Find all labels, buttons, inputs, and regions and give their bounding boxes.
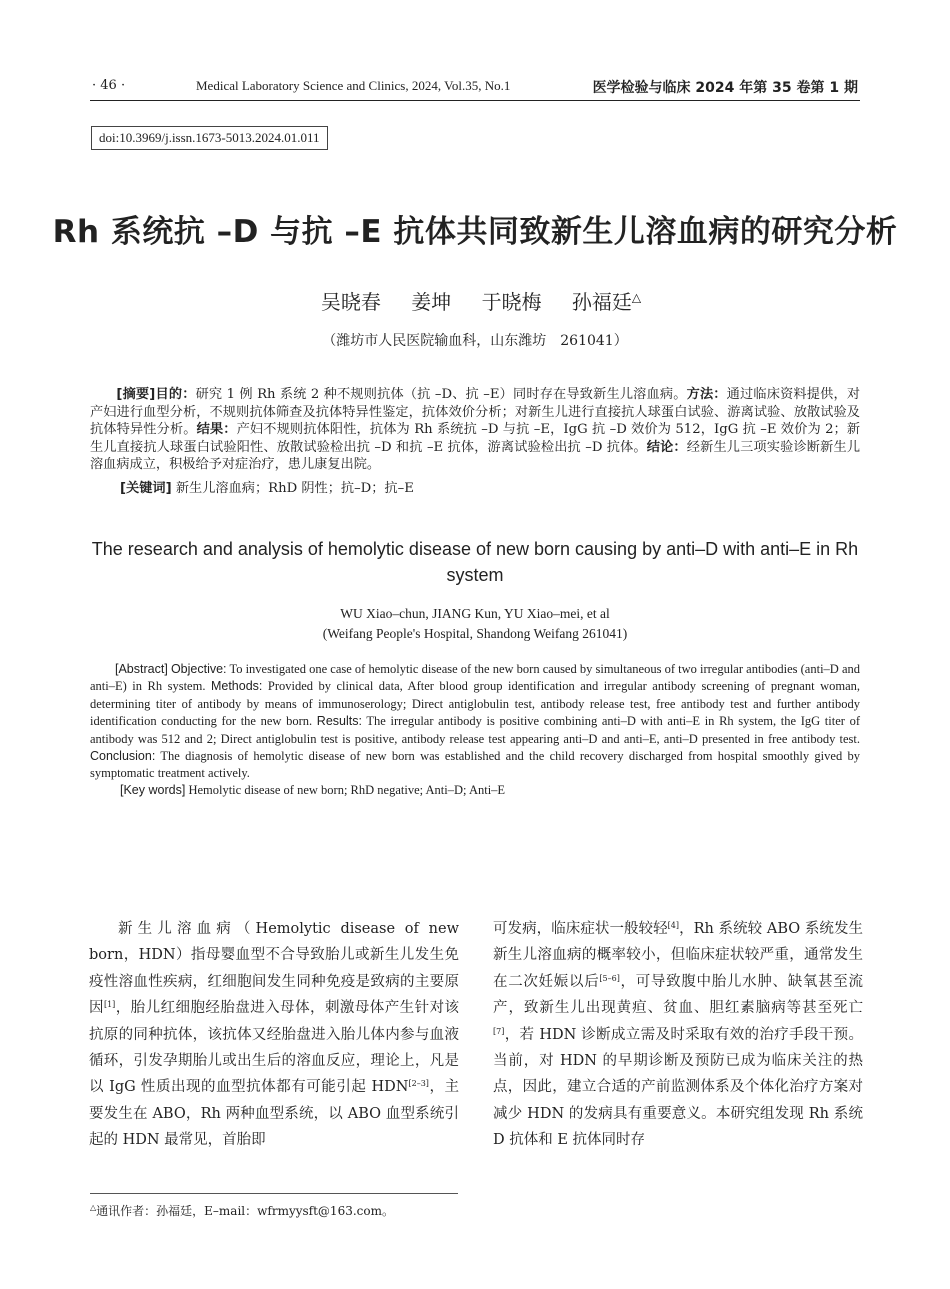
conclusion-label: Conclusion: xyxy=(90,749,156,764)
footnote-mark: △ xyxy=(90,1203,97,1212)
authors-en: WU Xiao–chun, JIANG Kun, YU Xiao–mei, et al xyxy=(340,606,610,621)
citation-ref[interactable]: [4] xyxy=(667,921,680,930)
authors-en-block xyxy=(0,604,950,644)
objective-label: Objective: xyxy=(170,662,227,676)
affiliation-cn: （潍坊市人民医院输血科，山东潍坊 261041） xyxy=(322,333,628,349)
abstract-cn xyxy=(90,386,860,474)
objective-text: 研究 1 例 Rh 系统 2 种不规则抗体（抗 –D、抗 –E）同时存在导致新生儿溶血病。 xyxy=(195,387,687,402)
abstract-label: [Abstract] xyxy=(115,662,168,676)
results-label: Results: xyxy=(316,714,362,729)
author-name: 吴晓春 xyxy=(320,290,381,314)
body-paragraph: 可发病，临床症状一般较轻[4]，Rh 系统较 ABO 系统发生新生儿溶血病的概率较小，但临床症状较严重，通常发生在二次妊娠以后[5–6]，可导致腹中胎儿水肿、缺氧甚至流产，致新生儿出现黄疸、贫血、胆红素脑病等甚至死亡[7]，若 HDN 诊断成立需及时采取有效的治疗手段干预。当前，对 HDN 的早期诊断及预防已成为临床关注的热点，因此，建立合适的产前监测体系及个体化治疗方案对减少 HDN 的发病具有重要意义。本研究组发现 Rh 系统 D 抗体和 E 抗体同时存 xyxy=(493,921,864,1149)
footnote xyxy=(90,1202,394,1219)
keywords-label: [Key words] xyxy=(120,783,186,797)
keywords-cn xyxy=(120,480,414,498)
affiliation-en: (Weifang People's Hospital, Shandong Weifang 261041) xyxy=(322,626,628,641)
title-en: The research and analysis of hemolytic disease of new born causing by anti–D with anti–E in Rh system xyxy=(91,539,859,585)
methods-label: 方法： xyxy=(686,387,727,402)
conclusion-label: 结论： xyxy=(646,439,687,455)
author-name: 孙福廷△ xyxy=(571,290,642,314)
methods-text: 通过临床资料提供，对产妇进行血型分析，不规则抗体筛查及抗体特异性鉴定，抗体效价分析；对新生儿进行直接抗人球蛋白试验、游离试验、放散试验及抗体特异性分析。 xyxy=(90,387,861,438)
body-paragraph: 新生儿溶血病（Hemolytic disease of new born，HDN）指母婴血型不合导致胎儿或新生儿发生免疫性溶血性疾病，红细胞间发生同种免疫是致病的主要原因[1]，胎儿红细胞经胎盘进入母体，刺激母体产生针对该抗原的同种抗体，该抗体又经胎盘进入胎儿体内参与血液循环，引发孕期胎儿或出生后的溶血反应，理论上，凡是以 IgG 性质出现的血型抗体都有可能引起 HDN[2–3]，主要发生在 ABO，Rh 两种血型系统，以 ABO 血型系统引起的 HDN 最常见，首胎即 xyxy=(89,921,460,1149)
body-column-left xyxy=(89,916,459,1154)
objective-text: To investigated one case of hemolytic disease of the new born caused by simultaneous of two irregular antibodies (anti–D and anti–E) in Rh system. xyxy=(90,662,861,694)
conclusion-text: The diagnosis of hemolytic disease of new born was established and the child recovery discharged from hospital smoothly gived by symptomatic treatment actively. xyxy=(90,749,860,781)
results-text: 产妇不规则抗体阳性，抗体为 Rh 系统抗 –D 与抗 –E，IgG 抗 –D 效价为 512，IgG 抗 –E 效价为 2；新生儿直接抗人球蛋白试验阳性、放散试验检出抗 –D 和抗 –E 抗体，游离试验检出抗 –D 抗体。 xyxy=(90,422,861,455)
header-rule xyxy=(90,100,860,101)
results-label: 结果： xyxy=(196,422,237,438)
methods-label: Methods: xyxy=(210,679,263,694)
corresponding-author-mark: △ xyxy=(631,290,642,305)
conclusion-text: 经新生儿三项实验诊断新生儿溶血病成立，积极给予对症治疗，患儿康复出院。 xyxy=(90,439,861,473)
citation-ref[interactable]: [1] xyxy=(103,1000,116,1010)
keywords-label: [关键词] xyxy=(120,481,172,496)
author-name: 于晓梅 xyxy=(481,290,542,314)
methods-text: Provided by clinical data, After blood group identification and irregular antibody screening of pregnant woman, determining titer of antibody by means of immunoserology; Direct antiglobulin test, antibody release test, free antibody test and further antibody identification conducting for the new born. xyxy=(90,679,860,729)
citation-ref[interactable]: [7] xyxy=(493,1026,505,1036)
journal-name-cn: 医学检验与临床 2024 年第 35 卷第 1 期 xyxy=(592,80,858,96)
keywords-text: Hemolytic disease of new born; RhD negative; Anti–D; Anti–E xyxy=(188,783,506,797)
body-column-right xyxy=(493,916,863,1154)
abstract-en xyxy=(90,661,860,783)
citation-ref[interactable]: [2–3] xyxy=(408,1079,429,1089)
objective-label: 目的： xyxy=(155,387,196,402)
doi-box[interactable]: doi:10.3969/j.issn.1673-5013.2024.01.011 xyxy=(91,126,328,150)
author-name: 姜坤 xyxy=(411,290,452,314)
journal-name-en: Medical Laboratory Science and Clinics, 2024, Vol.35, No.1 xyxy=(196,78,511,93)
keywords-en xyxy=(120,782,505,799)
footnote-rule xyxy=(90,1193,458,1194)
keywords-text: 新生儿溶血病；RhD 阴性；抗–D；抗–E xyxy=(175,481,414,496)
citation-ref[interactable]: [5–6] xyxy=(599,973,620,983)
authors-cn xyxy=(0,286,950,315)
results-text: The irregular antibody is positive combining anti–D with anti–E in Rh system, the IgG titer of antibody was 512 and 2; Direct antiglobulin test is positive, antibody release test appearing anti–D and anti–E, anti–D presented in free antibody test. xyxy=(90,714,860,746)
title-cn: Rh 系统抗 –D 与抗 –E 抗体共同致新生儿溶血病的研究分析 xyxy=(52,214,898,250)
footnote-text: 通讯作者：孙福廷，E–mail：wfrmyysft@163.com。 xyxy=(96,1204,394,1218)
abstract-label: [摘要] xyxy=(116,387,156,402)
page-number: · 46 · xyxy=(92,78,126,93)
